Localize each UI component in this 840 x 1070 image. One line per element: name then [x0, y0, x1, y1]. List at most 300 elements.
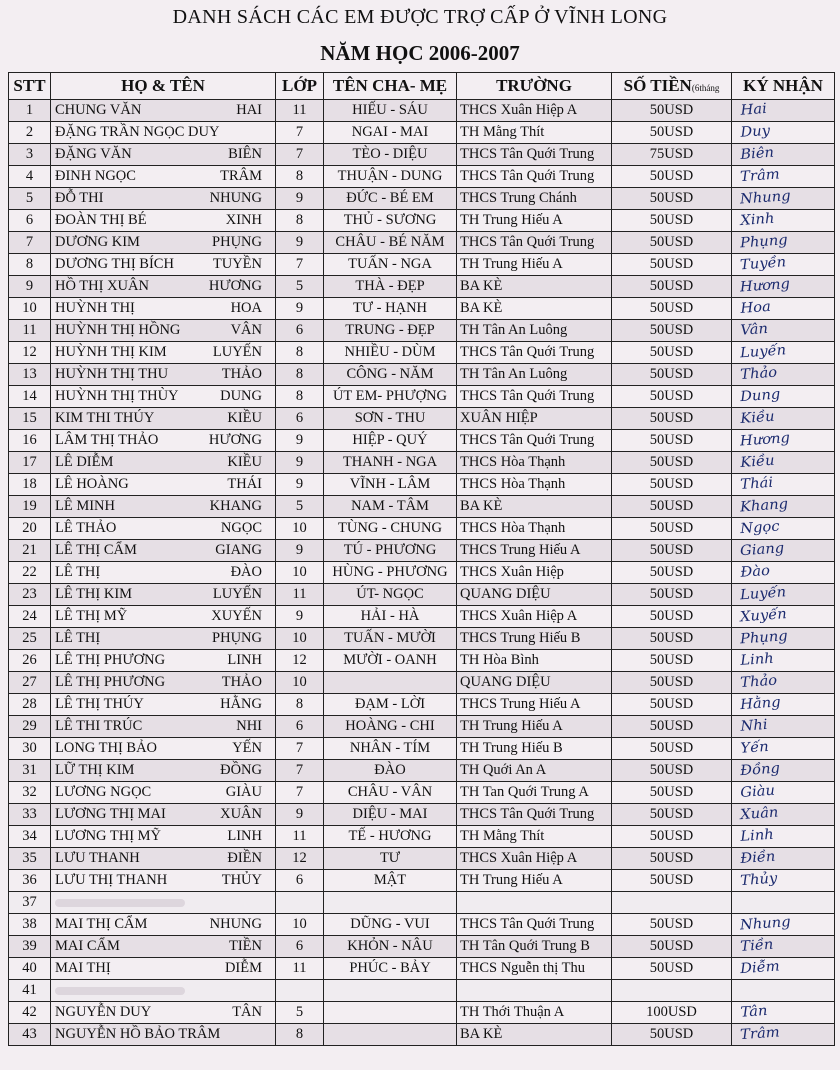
table-row: [9, 914, 835, 936]
given-name: KIỀU: [227, 454, 262, 470]
parents-names: MƯỜI - OANH: [324, 650, 457, 672]
student-name: [51, 144, 276, 166]
given-name: XUYẾN: [211, 608, 262, 624]
name-wrap: [55, 938, 272, 955]
row-number: 42: [9, 1002, 51, 1024]
table-row: [9, 408, 835, 430]
name-wrap: [55, 916, 272, 933]
amount: 50USD: [612, 386, 732, 408]
surname-middle: ĐẶNG TRẦN NGỌC DUY: [55, 124, 220, 140]
parents-names: NGAI - MAI: [324, 122, 457, 144]
table-row: [9, 562, 835, 584]
table-row: [9, 694, 835, 716]
handwritten-signature: Luyến: [739, 584, 787, 604]
handwritten-signature: Hằng: [739, 694, 782, 714]
school: TH Mằng Thít: [457, 122, 612, 144]
table-header-row: [9, 73, 835, 100]
handwritten-signature: Tuyền: [739, 254, 787, 274]
table-row: [9, 672, 835, 694]
school: THCS Tân Quới Trung: [457, 342, 612, 364]
name-wrap: [55, 872, 272, 889]
surname-middle: LƯƠNG NGỌC: [55, 784, 152, 800]
school: THCS Xuân Hiệp A: [457, 606, 612, 628]
given-name: HƯƠNG: [208, 278, 262, 294]
amount: 50USD: [612, 782, 732, 804]
parents-names: MẬT: [324, 870, 457, 892]
school: TH Tan Quới Trung A: [457, 782, 612, 804]
surname-middle: LÂM THỊ THẢO: [55, 432, 159, 448]
handwritten-signature: Linh: [739, 650, 775, 669]
table-row: [9, 936, 835, 958]
student-name: [51, 254, 276, 276]
given-name: TUYỀN: [212, 256, 262, 272]
student-name: [51, 672, 276, 694]
handwritten-signature: Khang: [739, 496, 789, 516]
surname-middle: HUỲNH THỊ THÙY: [55, 388, 179, 404]
surname-middle: LÊ THI TRÚC: [55, 718, 143, 734]
signature-cell: [732, 364, 835, 386]
grade: 12: [276, 848, 324, 870]
name-wrap: [55, 960, 272, 977]
signature-cell: [732, 452, 835, 474]
signature-cell: [732, 298, 835, 320]
row-number: 3: [9, 144, 51, 166]
row-number: 12: [9, 342, 51, 364]
signature-cell: [732, 914, 835, 936]
name-wrap: [55, 718, 272, 735]
header-stt: STT: [9, 73, 51, 100]
amount: 50USD: [612, 210, 732, 232]
student-name: [51, 848, 276, 870]
row-number: 2: [9, 122, 51, 144]
signature-cell: [732, 1024, 835, 1046]
table-row: [9, 980, 835, 1002]
school: QUANG DIỆU: [457, 584, 612, 606]
row-number: 29: [9, 716, 51, 738]
surname-middle: ĐOÀN THỊ BÉ: [55, 212, 147, 228]
given-name: THÁI: [227, 476, 262, 492]
table-row: [9, 166, 835, 188]
student-name: [51, 276, 276, 298]
student-name: [51, 650, 276, 672]
grade: 9: [276, 188, 324, 210]
given-name: YẾN: [232, 740, 262, 756]
table-row: [9, 298, 835, 320]
name-wrap: [55, 542, 272, 559]
signature-cell: [732, 694, 835, 716]
given-name: XINH: [225, 212, 262, 228]
given-name: GIÀU: [225, 784, 262, 800]
grade: [276, 980, 324, 1002]
grade: 8: [276, 342, 324, 364]
row-number: 20: [9, 518, 51, 540]
signature-cell: [732, 540, 835, 562]
student-name: [51, 738, 276, 760]
student-name: [51, 474, 276, 496]
row-number: 13: [9, 364, 51, 386]
amount: 50USD: [612, 914, 732, 936]
row-number: 21: [9, 540, 51, 562]
table-row: [9, 122, 835, 144]
student-name: [51, 980, 276, 1002]
amount: 50USD: [612, 452, 732, 474]
school: THCS Hòa Thạnh: [457, 474, 612, 496]
name-wrap: [55, 454, 272, 471]
surname-middle: HUỲNH THỊ HỒNG: [55, 322, 181, 338]
table-row: [9, 760, 835, 782]
amount: 50USD: [612, 342, 732, 364]
grade: 10: [276, 562, 324, 584]
given-name: NHI: [236, 718, 262, 734]
grade: 8: [276, 386, 324, 408]
table-row: [9, 958, 835, 980]
school: [457, 980, 612, 1002]
table-row: [9, 782, 835, 804]
amount: [612, 892, 732, 914]
row-number: 19: [9, 496, 51, 518]
handwritten-signature: Phụng: [739, 628, 789, 648]
handwritten-signature: Đào: [739, 562, 771, 581]
grade: 9: [276, 452, 324, 474]
surname-middle: CHUNG VĂN: [55, 102, 142, 118]
amount: 50USD: [612, 518, 732, 540]
name-wrap: [55, 608, 272, 625]
row-number: 30: [9, 738, 51, 760]
grade: 7: [276, 254, 324, 276]
school: TH Trung Hiếu A: [457, 870, 612, 892]
amount: 50USD: [612, 430, 732, 452]
school: TH Thới Thuận A: [457, 1002, 612, 1024]
amount: 50USD: [612, 364, 732, 386]
parents-names: [324, 980, 457, 1002]
student-name: [51, 958, 276, 980]
parents-names: TÙNG - CHUNG: [324, 518, 457, 540]
handwritten-signature: Xuyến: [739, 606, 788, 626]
surname-middle: LÊ DIỄM: [55, 454, 114, 470]
grade: 6: [276, 408, 324, 430]
row-number: 39: [9, 936, 51, 958]
parents-names: TƯ - HẠNH: [324, 298, 457, 320]
row-number: 10: [9, 298, 51, 320]
school: THCS Tân Quới Trung: [457, 144, 612, 166]
handwritten-signature: Nhi: [739, 716, 769, 735]
parents-names: HIỆP - QUÝ: [324, 430, 457, 452]
signature-cell: [732, 518, 835, 540]
signature-cell: [732, 760, 835, 782]
table-row: [9, 1024, 835, 1046]
given-name: LINH: [227, 828, 262, 844]
name-wrap: [55, 344, 272, 361]
amount: 50USD: [612, 1024, 732, 1046]
handwritten-signature: Thảo: [739, 672, 778, 692]
grade: 10: [276, 672, 324, 694]
grade: [276, 892, 324, 914]
parents-names: TÚ - PHƯƠNG: [324, 540, 457, 562]
school: XUÂN HIỆP: [457, 408, 612, 430]
row-number: 11: [9, 320, 51, 342]
school: BA KÈ: [457, 298, 612, 320]
student-name: [51, 496, 276, 518]
name-wrap: [55, 762, 272, 779]
name-wrap: [55, 300, 272, 317]
given-name: THẢO: [221, 366, 262, 382]
grade: 9: [276, 298, 324, 320]
grade: 11: [276, 584, 324, 606]
given-name: PHỤNG: [212, 234, 262, 250]
school: TH Tân An Luông: [457, 320, 612, 342]
school: [457, 892, 612, 914]
row-number: 8: [9, 254, 51, 276]
parents-names: HOÀNG - CHI: [324, 716, 457, 738]
surname-middle: ĐINH NGỌC: [55, 168, 136, 184]
table-row: [9, 650, 835, 672]
parents-names: HÙNG - PHƯƠNG: [324, 562, 457, 584]
table-row: [9, 320, 835, 342]
row-number: 22: [9, 562, 51, 584]
signature-cell: [732, 144, 835, 166]
row-number: 35: [9, 848, 51, 870]
table-row: [9, 364, 835, 386]
table-row: [9, 276, 835, 298]
handwritten-signature: Ngọc: [739, 518, 781, 538]
row-number: 32: [9, 782, 51, 804]
row-number: 34: [9, 826, 51, 848]
signature-cell: [732, 892, 835, 914]
name-wrap: [55, 784, 272, 801]
school: THCS Tân Quới Trung: [457, 166, 612, 188]
given-name: LUYẾN: [212, 344, 262, 360]
surname-middle: LÊ THỊ THÚY: [55, 696, 144, 712]
student-name: [51, 782, 276, 804]
student-name: [51, 210, 276, 232]
surname-middle: MAI THỊ CẨM: [55, 916, 148, 932]
signature-cell: [732, 562, 835, 584]
amount: 50USD: [612, 474, 732, 496]
given-name: KIỀU: [227, 410, 262, 426]
grade: 9: [276, 474, 324, 496]
given-name: XUÂN: [220, 806, 262, 822]
signature-cell: [732, 320, 835, 342]
student-name: [51, 760, 276, 782]
row-number: 9: [9, 276, 51, 298]
surname-middle: LÊ THỊ PHƯƠNG: [55, 674, 166, 690]
table-row: [9, 430, 835, 452]
name-wrap: [55, 102, 272, 119]
student-name: [51, 298, 276, 320]
signature-cell: [732, 936, 835, 958]
name-wrap: [55, 674, 272, 691]
amount: 50USD: [612, 496, 732, 518]
table-row: [9, 540, 835, 562]
handwritten-signature: Giàu: [739, 782, 776, 801]
table-row: [9, 188, 835, 210]
given-name: ĐÀO: [230, 564, 262, 580]
handwritten-signature: Thái: [739, 474, 774, 493]
parents-names: TÈO - DIỆU: [324, 144, 457, 166]
grade: 11: [276, 958, 324, 980]
school: TH Trung Hiếu A: [457, 254, 612, 276]
parents-names: ÚT- NGỌC: [324, 584, 457, 606]
student-name: [51, 430, 276, 452]
surname-middle: ĐỖ THI: [55, 190, 104, 206]
signature-cell: [732, 210, 835, 232]
school: THCS Xuân Hiệp A: [457, 848, 612, 870]
table-row: [9, 144, 835, 166]
school: TH Trung Hiếu A: [457, 210, 612, 232]
given-name: ĐIỀN: [227, 850, 262, 866]
school: THCS Trung Hiếu A: [457, 694, 612, 716]
student-name: [51, 100, 276, 122]
header-amount-label: SỐ TIỀN: [623, 76, 692, 95]
amount: 50USD: [612, 848, 732, 870]
student-name: [51, 562, 276, 584]
row-number: 25: [9, 628, 51, 650]
school: QUANG DIỆU: [457, 672, 612, 694]
signature-cell: [732, 342, 835, 364]
amount: 50USD: [612, 606, 732, 628]
name-wrap: [55, 630, 272, 647]
table-row: [9, 518, 835, 540]
given-name: HẰNG: [220, 696, 262, 712]
parents-names: HIẾU - SÁU: [324, 100, 457, 122]
handwritten-signature: Luyến: [739, 342, 787, 362]
school: TH Trung Hiếu B: [457, 738, 612, 760]
table-row: [9, 1002, 835, 1024]
amount: 50USD: [612, 254, 732, 276]
given-name: TÂN: [232, 1004, 262, 1020]
row-number: 17: [9, 452, 51, 474]
surname-middle: LƯƠNG THỊ MAI: [55, 806, 166, 822]
amount: 50USD: [612, 562, 732, 584]
grade: 7: [276, 122, 324, 144]
amount: 50USD: [612, 826, 732, 848]
student-name: [51, 1002, 276, 1024]
given-name: TIỀN: [228, 938, 262, 954]
given-name: DIỄM: [224, 960, 262, 976]
signature-cell: [732, 870, 835, 892]
student-name: [51, 166, 276, 188]
grade: 7: [276, 738, 324, 760]
signature-cell: [732, 672, 835, 694]
surname-middle: MAI CẨM: [55, 938, 120, 954]
grade: 5: [276, 1002, 324, 1024]
surname-middle: HỒ THỊ XUÂN: [55, 278, 149, 294]
row-number: 24: [9, 606, 51, 628]
surname-middle: LÊ THỊ MỸ: [55, 608, 128, 624]
signature-cell: [732, 958, 835, 980]
student-name: [51, 584, 276, 606]
surname-middle: LÊ MINH: [55, 498, 116, 514]
amount: [612, 980, 732, 1002]
signature-cell: [732, 166, 835, 188]
parents-names: TUẤN - MƯỜI: [324, 628, 457, 650]
parents-names: [324, 1002, 457, 1024]
amount: 50USD: [612, 122, 732, 144]
row-number: 6: [9, 210, 51, 232]
given-name: VÂN: [230, 322, 262, 338]
school: BA KÈ: [457, 1024, 612, 1046]
name-wrap: [55, 586, 272, 603]
amount: 50USD: [612, 650, 732, 672]
grade: 9: [276, 430, 324, 452]
grade: 8: [276, 210, 324, 232]
handwritten-signature: Nhung: [739, 914, 792, 934]
surname-middle: LÊ THỊ CẨM: [55, 542, 137, 558]
parents-names: TẾ - HƯƠNG: [324, 826, 457, 848]
parents-names: NHÂN - TÍM: [324, 738, 457, 760]
parents-names: NAM - TÂM: [324, 496, 457, 518]
signature-cell: [732, 782, 835, 804]
parents-names: TUẤN - NGA: [324, 254, 457, 276]
grade: 11: [276, 826, 324, 848]
handwritten-signature: Tiền: [739, 936, 774, 955]
row-number: 23: [9, 584, 51, 606]
row-number: 7: [9, 232, 51, 254]
student-name: [51, 716, 276, 738]
school: THCS Tân Quới Trung: [457, 804, 612, 826]
signature-cell: [732, 496, 835, 518]
handwritten-signature: Xuân: [739, 804, 779, 824]
name-wrap: [55, 828, 272, 845]
document-subtitle: NĂM HỌC 2006-2007: [320, 41, 520, 65]
student-name: [51, 386, 276, 408]
row-number: 1: [9, 100, 51, 122]
name-wrap: [55, 806, 272, 823]
row-number: 38: [9, 914, 51, 936]
handwritten-signature: Linh: [739, 826, 775, 845]
name-wrap: [55, 278, 272, 295]
given-name: BIÊN: [228, 146, 262, 162]
surname-middle: LÊ THỊ KIM: [55, 586, 133, 602]
student-name: [51, 936, 276, 958]
header-sign: KÝ NHẬN: [732, 73, 835, 100]
table-row: [9, 342, 835, 364]
given-name: PHỤNG: [212, 630, 262, 646]
name-wrap: [55, 696, 272, 713]
student-name: [51, 320, 276, 342]
school: TH Tân An Luông: [457, 364, 612, 386]
row-number: 27: [9, 672, 51, 694]
parents-names: KHỎN - NÂU: [324, 936, 457, 958]
amount: 50USD: [612, 276, 732, 298]
table-row: [9, 584, 835, 606]
given-name: KHANG: [209, 498, 262, 514]
table-row: [9, 386, 835, 408]
signature-cell: [732, 276, 835, 298]
surname-middle: MAI THỊ: [55, 960, 111, 976]
parents-names: THUẬN - DUNG: [324, 166, 457, 188]
amount: 50USD: [612, 408, 732, 430]
table-row: [9, 254, 835, 276]
row-number: 31: [9, 760, 51, 782]
name-wrap: [55, 498, 272, 515]
amount: 50USD: [612, 584, 732, 606]
school: THCS Tân Quới Trung: [457, 430, 612, 452]
student-name: [51, 892, 276, 914]
parents-names: ÚT EM- PHƯỢNG: [324, 386, 457, 408]
school: THCS Trung Chánh: [457, 188, 612, 210]
surname-middle: LÊ THỊ PHƯƠNG: [55, 652, 166, 668]
amount: 50USD: [612, 628, 732, 650]
handwritten-signature: Hoa: [739, 298, 772, 317]
grade: 8: [276, 364, 324, 386]
handwritten-signature: Điền: [739, 848, 776, 867]
parents-names: CÔNG - NĂM: [324, 364, 457, 386]
row-number: 28: [9, 694, 51, 716]
amount: 50USD: [612, 100, 732, 122]
given-name: NHUNG: [209, 916, 262, 932]
school: BA KÈ: [457, 496, 612, 518]
